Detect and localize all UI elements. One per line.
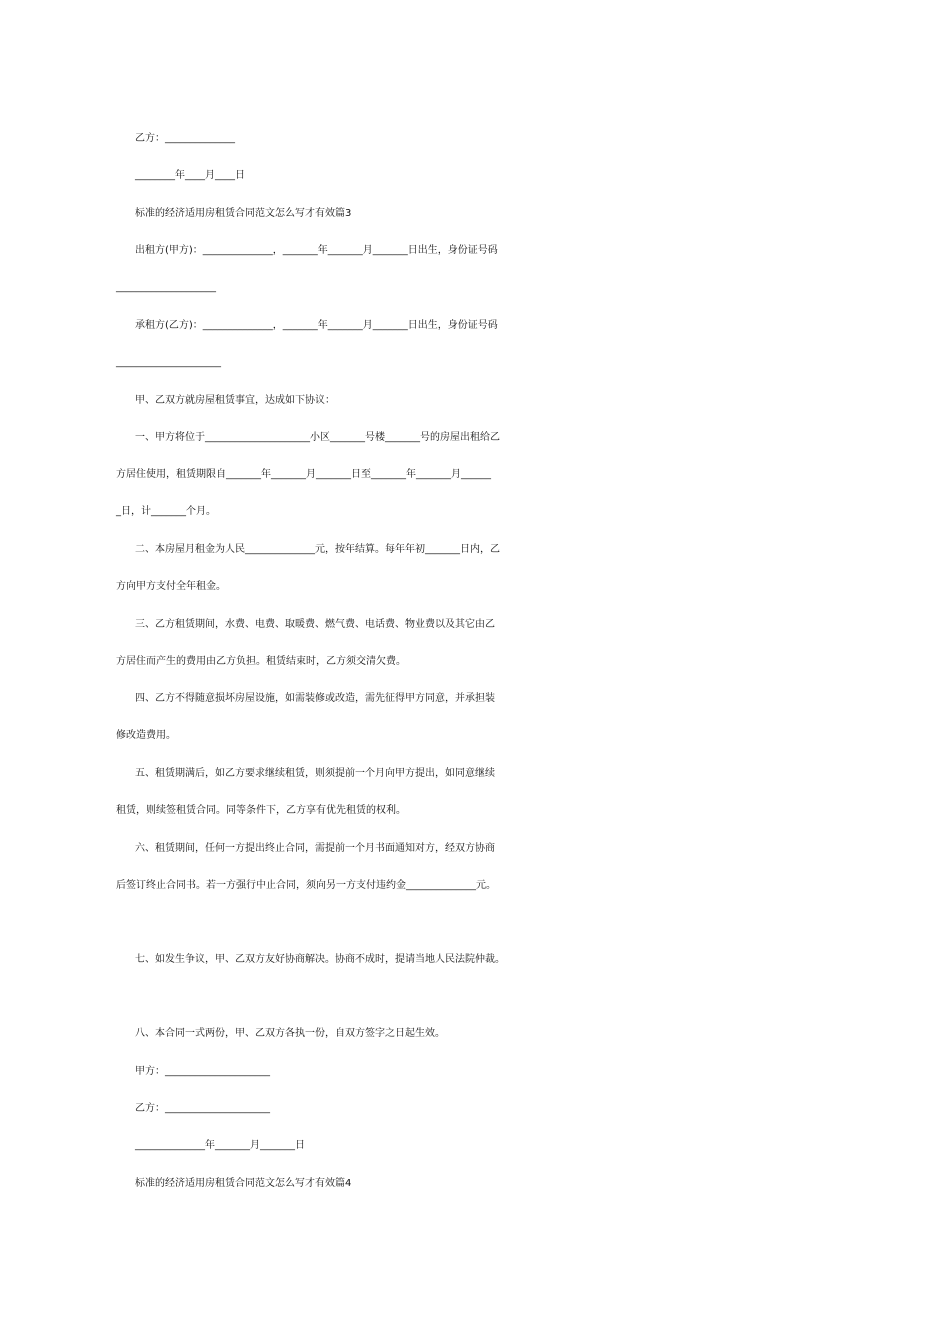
lessee-line: 承租方(乙方)：______________，_______年_______月_______日出生，身份证号码	[135, 320, 498, 331]
clause-7: 七、如发生争议，甲、乙双方友好协商解决。协商不成时，提请当地人民法院仲裁。	[135, 954, 505, 965]
party-b-signature: 乙方：_____________________	[135, 1103, 270, 1114]
clause-5-line-1: 五、租赁期满后，如乙方要求继续租赁，则须提前一个月向甲方提出，如同意继续	[135, 768, 495, 779]
date-line: ________年____月____日	[135, 170, 245, 181]
clause-4-line-2: 修改造费用。	[116, 730, 176, 741]
clause-1-line-2: 方居住使用，租赁期限自_______年_______月_______日至_______年_______月______	[116, 469, 491, 480]
clause-1-line-3: _日，计_______个月。	[116, 506, 216, 517]
lessee-id-blank: _____________________	[116, 357, 221, 368]
clause-6-line-1: 六、租赁期间，任何一方提出终止合同，需提前一个月书面通知对方，经双方协商	[135, 843, 495, 854]
signing-date: ______________年_______月_______日	[135, 1140, 305, 1151]
clause-6-line-2: 后签订终止合同书。若一方强行中止合同，须向另一方支付违约金______________元。	[116, 880, 496, 891]
clause-2-line-1: 二、本房屋月租金为人民______________元，按年结算。每年年初_______日内，乙	[135, 544, 500, 555]
section-title-4: 标准的经济适用房租赁合同范文怎么写才有效篇4	[135, 1178, 352, 1189]
clause-3-line-2: 方居住而产生的费用由乙方负担。租赁结束时，乙方须交清欠费。	[116, 656, 406, 667]
lessor-line: 出租方(甲方)：______________，_______年_______月_______日出生，身份证号码	[135, 245, 498, 256]
party-a-signature: 甲方：_____________________	[135, 1066, 270, 1077]
clause-3-line-1: 三、乙方租赁期间，水费、电费、取暖费、燃气费、电话费、物业费以及其它由乙	[135, 619, 495, 630]
clause-5-line-2: 租赁，则续签租赁合同。同等条件下，乙方享有优先租赁的权利。	[116, 805, 406, 816]
lessor-id-blank: ____________________	[116, 282, 216, 293]
clause-4-line-1: 四、乙方不得随意损坏房屋设施，如需装修或改造，需先征得甲方同意，并承担装	[135, 693, 495, 704]
clause-1-line-1: 一、甲方将位于_____________________小区_______号楼_______号的房屋出租给乙	[135, 432, 500, 443]
clause-8: 八、本合同一式两份，甲、乙双方各执一份，自双方签字之日起生效。	[135, 1028, 445, 1039]
section-title-3: 标准的经济适用房租赁合同范文怎么写才有效篇3	[135, 208, 352, 219]
agreement-intro: 甲、乙双方就房屋租赁事宜，达成如下协议：	[135, 395, 335, 406]
party-b-signature-line: 乙方：______________	[135, 133, 235, 144]
clause-2-line-2: 方向甲方支付全年租金。	[116, 581, 226, 592]
